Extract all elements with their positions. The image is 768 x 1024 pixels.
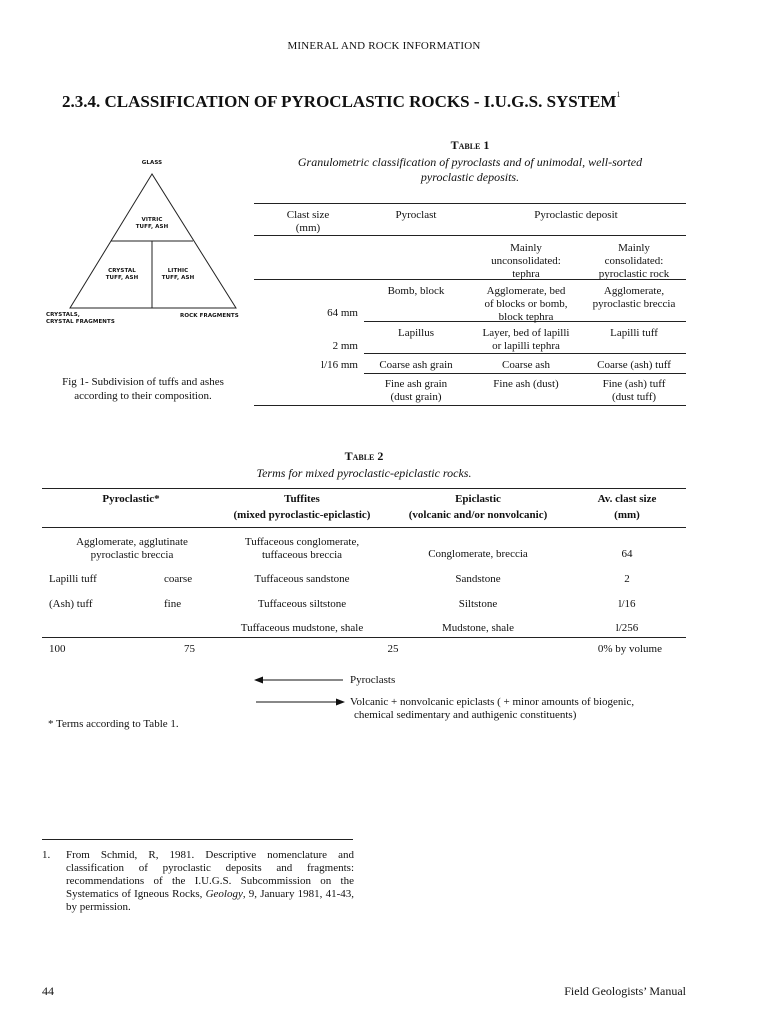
header-line: Mainly	[510, 242, 542, 254]
label-line: Volcanic + nonvolcanic epiclasts ( + minor amounts of biogenic,	[350, 696, 635, 708]
t1-size-boundary: 2 mm	[332, 340, 358, 352]
t1-cell-tephra	[470, 285, 582, 324]
t2-cell-epiclastic: Sandstone	[455, 573, 501, 585]
arrow-label-epiclasts	[350, 696, 686, 722]
caption-line: Granulometric classification of pyroclasts and of unimodal, well-sorted	[297, 155, 643, 169]
header-line: (mm)	[614, 509, 640, 521]
t2-cell-epiclastic: Conglomerate, breccia	[428, 548, 528, 560]
label-crystal	[92, 268, 152, 282]
table1-header-rule	[254, 235, 686, 236]
table2-top-rule	[42, 488, 686, 489]
header-line: Epiclastic	[455, 493, 501, 505]
t1-header-unconsolidated	[470, 242, 582, 281]
t2-cell-size: 64	[621, 548, 633, 560]
table2-note: * Terms according to Table 1.	[48, 718, 179, 730]
page-number: 44	[42, 984, 54, 998]
header-line: (mixed pyroclastic-epiclastic)	[233, 509, 371, 521]
t2-header-pyroclastic: Pyroclastic*	[102, 493, 160, 505]
caption-line: according to their composition.	[74, 390, 212, 402]
t1-header-deposit: Pyroclastic deposit	[534, 209, 618, 221]
cell-line: (dust tuff)	[611, 391, 657, 403]
footnote-number: 1.	[42, 849, 51, 861]
t2-header-clast-size	[574, 493, 680, 522]
ternary-diagram	[60, 172, 260, 317]
caption-line: pyroclastic deposits.	[420, 170, 520, 184]
label-line: LITHIC	[167, 268, 189, 274]
t2-cell-tuffite: Tuffaceous siltstone	[257, 598, 347, 610]
label-crystals-corner	[46, 312, 115, 326]
table2-bottom-rule	[42, 637, 686, 638]
cell-line: Fine ash grain	[384, 378, 448, 390]
t1-cell-pyroclast: Bomb, block	[387, 285, 445, 297]
cell-line: Fine (ash) tuff	[602, 378, 666, 390]
table2-label: Table 2	[344, 449, 384, 463]
t1-cell-tephra: Coarse ash	[502, 359, 550, 371]
footnote-text-after: , 9, January 1981, 41-43, by permission.	[66, 888, 355, 913]
table1-row-rule	[364, 321, 686, 322]
cell-line: tuffaceous breccia	[261, 549, 343, 561]
cell-line: pyroclastic breccia	[90, 549, 174, 561]
running-head: MINERAL AND ROCK INFORMATION	[287, 40, 481, 52]
footnote-rule	[42, 839, 353, 840]
header-line: (mm)	[295, 222, 321, 234]
footnote-text-main: From Schmid, R, 1981. Descriptive nomenclature and classification of pyroclastic deposits and fragments: recommendations of the I.U.G.S. Subcommission on the Systematics of Igneous Rocks,	[66, 849, 354, 900]
header-line: Tuffites	[284, 493, 320, 505]
label-line: TUFF, ASH	[135, 224, 169, 230]
header-line: Clast size	[286, 209, 330, 221]
book-title: Field Geologists’ Manual	[564, 984, 686, 998]
label-vitric	[122, 217, 182, 231]
cell-line: or lapilli tephra	[492, 340, 560, 352]
label-rock-corner: ROCK FRAGMENTS	[180, 313, 239, 319]
table1-row-rule	[364, 373, 686, 374]
t1-cell-tephra: Fine ash (dust)	[493, 378, 559, 390]
footnote-journal: Geology	[205, 888, 243, 900]
t1-cell-rock: Coarse (ash) tuff	[597, 359, 671, 371]
cell-line: Agglomerate, agglutinate	[76, 536, 188, 548]
label-line: CRYSTAL FRAGMENTS	[46, 319, 115, 325]
section-title-text: 2.3.4. CLASSIFICATION OF PYROCLASTIC ROCKS - I.U.G.S. SYSTEM	[62, 92, 617, 111]
label-line: chemical sedimentary and authigenic constituents)	[354, 709, 577, 721]
t2-cell-pyroclastic: Lapilli tuff	[49, 573, 97, 585]
header-line: consolidated:	[604, 255, 664, 267]
scale-75: 75	[184, 643, 195, 655]
cell-line: (dust grain)	[390, 391, 442, 403]
t1-cell-rock	[584, 285, 684, 311]
t2-header-epiclastic	[392, 493, 564, 522]
label-line: VITRIC	[141, 217, 163, 223]
cell-line: Tuffaceous conglomerate,	[244, 536, 360, 548]
cell-line: Agglomerate,	[603, 285, 665, 297]
t1-cell-rock: Lapilli tuff	[610, 327, 658, 339]
arrows	[250, 670, 350, 710]
t2-cell-grain: fine	[164, 598, 182, 610]
t2-cell-epiclastic: Siltstone	[458, 598, 498, 610]
footnote-text	[66, 849, 354, 914]
t2-cell-epiclastic: Mudstone, shale	[441, 622, 515, 634]
table2-caption: Terms for mixed pyroclastic-epiclastic rocks.	[256, 466, 472, 480]
header-line: tephra	[512, 268, 540, 280]
table1-bottom-rule	[254, 405, 686, 406]
label-line: CRYSTAL	[108, 268, 136, 274]
t2-cell-size: 2	[624, 573, 630, 585]
table1-caption	[254, 155, 686, 185]
header-line: unconsolidated:	[491, 255, 561, 267]
t1-cell-pyroclast	[368, 378, 464, 404]
section-title	[62, 92, 620, 112]
table1-row-rule	[364, 353, 686, 354]
t1-header-consolidated	[584, 242, 684, 281]
t2-cell-size: l/16	[618, 598, 636, 610]
left-arrow-icon	[254, 677, 343, 684]
label-line: TUFF, ASH	[161, 275, 195, 281]
right-arrow-icon	[256, 699, 345, 706]
header-line: Mainly	[618, 242, 650, 254]
cell-line: Layer, bed of lapilli	[482, 327, 570, 339]
label-glass: GLASS	[141, 160, 163, 166]
table1-label: Table 1	[450, 138, 490, 152]
table1-top-rule	[254, 203, 686, 204]
t2-cell-tuffite: Tuffaceous mudstone, shale	[240, 622, 364, 634]
table1-subheader-rule	[254, 279, 686, 280]
t2-cell-pyroclastic	[46, 536, 218, 562]
header-line: (volcanic and/or nonvolcanic)	[408, 509, 548, 521]
label-line: TUFF, ASH	[105, 275, 139, 281]
cell-line: pyroclastic breccia	[592, 298, 676, 310]
t2-cell-size: l/256	[615, 622, 639, 634]
t1-header-pyroclast: Pyroclast	[395, 209, 437, 221]
t1-cell-pyroclast: Coarse ash grain	[379, 359, 453, 371]
label-line: CRYSTALS,	[46, 312, 80, 318]
cell-line: block tephra	[498, 311, 554, 323]
t2-cell-grain: coarse	[164, 573, 193, 585]
t2-header-tuffites	[216, 493, 388, 522]
scale-100: 100	[49, 643, 66, 655]
t1-cell-rock	[584, 378, 684, 404]
cell-line: of blocks or bomb,	[484, 298, 568, 310]
t1-cell-pyroclast: Lapillus	[397, 327, 435, 339]
label-lithic	[148, 268, 208, 282]
scale-25: 25	[387, 643, 399, 655]
table2-header-rule	[42, 527, 686, 528]
cell-line: Agglomerate, bed	[486, 285, 566, 297]
t1-header-clast-size	[272, 209, 344, 235]
header-line: Av. clast size	[597, 493, 657, 505]
t2-cell-tuffite: Tuffaceous sandstone	[254, 573, 350, 585]
t2-cell-tuffite	[216, 536, 388, 562]
t1-cell-tephra	[470, 327, 582, 353]
figure-caption	[40, 375, 246, 403]
t1-size-boundary: l/16 mm	[321, 359, 358, 371]
arrow-label-pyroclasts: Pyroclasts	[350, 674, 396, 686]
footnote-ref: 1	[616, 90, 621, 99]
scale-0-by-volume: 0% by volume	[597, 643, 662, 655]
caption-line: Fig 1- Subdivision of tuffs and ashes	[62, 376, 224, 388]
header-line: pyroclastic rock	[598, 268, 670, 280]
t1-size-boundary: 64 mm	[327, 307, 358, 319]
t2-cell-pyroclastic: (Ash) tuff	[49, 598, 93, 610]
